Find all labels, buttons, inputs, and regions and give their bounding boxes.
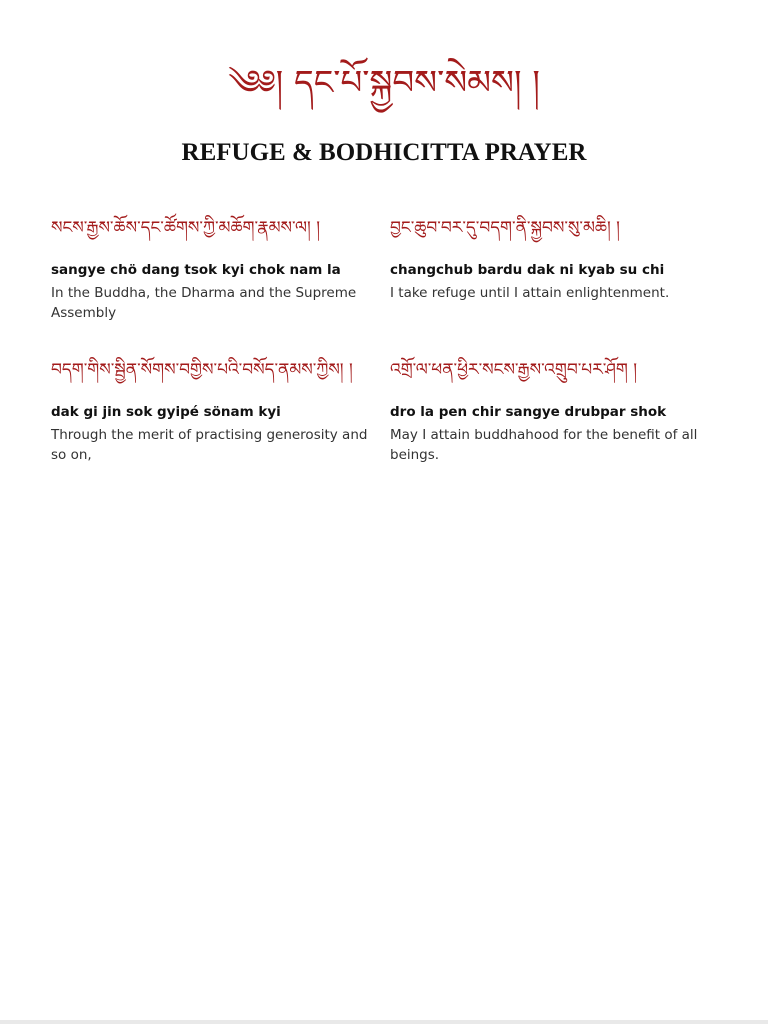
verse-translation: In the Buddha, the Dharma and the Supreme Assembly [51,285,357,321]
verse-tibetan: འགྲོ་ལ་ཕན་ཕྱིར་སངས་རྒྱས་འགྲུབ་པར་ཤོག ། [390,360,638,380]
verse-phonetic: dak gi jin sok gyipé sönam kyi [51,404,281,420]
verse-translation: May I attain buddhahood for the benefit of all beings. [390,427,698,463]
page-bottom-divider [0,1020,768,1024]
verse-tibetan: བྱང་ཆུབ་བར་དུ་བདག་ནི་སྐྱབས་སུ་མཆི། ། [390,218,620,238]
verse-refuge-line-1 [51,211,383,323]
verse-bodhicitta-line-1 [51,353,383,465]
verse-refuge-line-2 [390,211,722,303]
tibetan-title: ༄༅། དང་པོ་སྐྱབས་སེམས། ། [228,63,540,103]
verse-tibetan: སངས་རྒྱས་ཆོས་དང་ཚོགས་ཀྱི་མཆོག་རྣམས་ལ། ། [51,218,321,238]
verse-phonetic: dro la pen chir sangye drubpar shok [390,404,667,420]
verse-phonetic: sangye chö dang tsok kyi chok nam la [51,262,341,278]
verse-tibetan: བདག་གིས་སྦྱིན་སོགས་བགྱིས་པའི་བསོད་ནམས་ཀྱིས། ། [51,360,353,380]
verse-bodhicitta-line-2 [390,353,722,465]
verse-phonetic: changchub bardu dak ni kyab su chi [390,262,665,278]
page-title: REFUGE & BODHICITTA PRAYER [181,139,587,166]
verse-translation: Through the merit of practising generosity and so on, [51,427,368,463]
verse-translation: I take refuge until I attain enlightenment. [390,285,670,301]
